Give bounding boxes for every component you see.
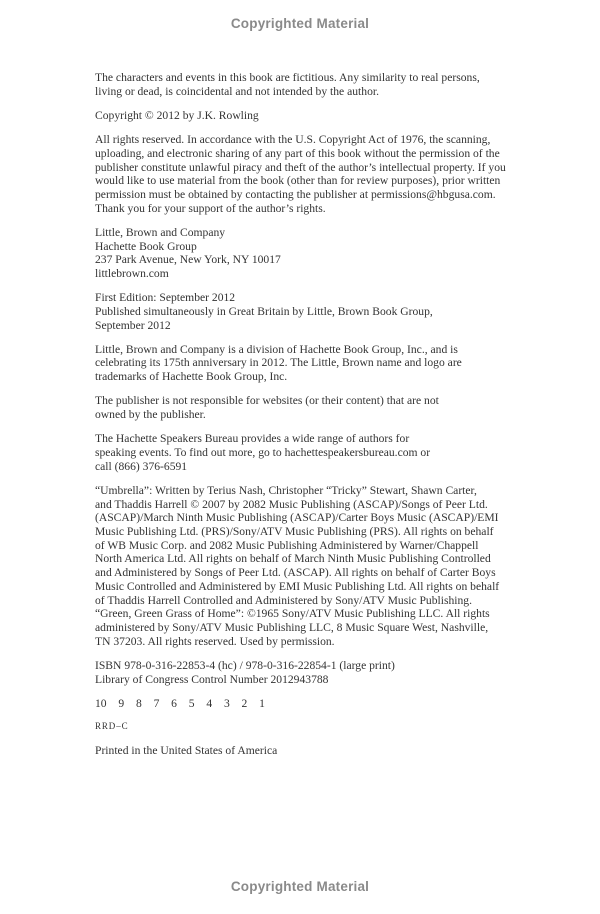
text-line: trademarks of Hachette Book Group, Inc. — [95, 370, 288, 384]
text-line: Library of Congress Control Number 2012943788 — [95, 672, 329, 686]
text-line: RRD–C — [95, 720, 129, 731]
print-run-numbers — [95, 697, 535, 711]
publisher-address — [95, 226, 535, 281]
edition-info — [95, 291, 535, 332]
speakers-bureau — [95, 432, 535, 473]
text-line: and Administered by Songs of Peer Ltd. (ASCAP). All rights on behalf of Carter Boys — [95, 566, 496, 580]
text-line: Little, Brown and Company — [95, 225, 226, 239]
text-line: living or dead, is coincidental and not intended by the author. — [95, 84, 379, 98]
copyright-text-block — [95, 71, 535, 768]
text-line: First Edition: September 2012 — [95, 291, 236, 305]
text-line: “Umbrella”: Written by Terius Nash, Christopher “Tricky” Stewart, Shawn Carter, — [95, 483, 477, 497]
text-line: Music Controlled and Administered by EMI Music Publishing Ltd. All rights on behalf — [95, 579, 500, 593]
text-line: littlebrown.com — [95, 266, 169, 280]
text-line: 10 9 8 7 6 5 4 3 2 1 — [95, 696, 265, 710]
text-line: Thank you for your support of the author’s rights. — [95, 201, 326, 215]
text-line: call (866) 376-6591 — [95, 459, 188, 473]
text-line: celebrating its 175th anniversary in 2012. The Little, Brown name and logo are — [95, 356, 462, 370]
text-line: administered by Sony/ATV Music Publishing LLC, 8 Music Square West, Nashville, — [95, 620, 489, 634]
rights-reserved — [95, 133, 535, 215]
text-line: ISBN 978-0-316-22853-4 (hc) / 978-0-316-22854-1 (large print) — [95, 658, 395, 672]
anniversary-note — [95, 343, 535, 384]
text-line: The publisher is not responsible for websites (or their content) that are not — [95, 394, 439, 408]
text-line: would like to use material from the book (other than for review purposes), prior written — [95, 174, 501, 188]
website-disclaimer — [95, 394, 535, 421]
printer-code — [95, 721, 535, 732]
text-line: Little, Brown and Company is a division of Hachette Book Group, Inc., and is — [95, 342, 458, 356]
printed-in — [95, 744, 535, 758]
text-line: uploading, and electronic sharing of any part of this book without the permission of the — [95, 146, 500, 160]
music-credits — [95, 484, 535, 648]
text-line: The Hachette Speakers Bureau provides a wide range of authors for — [95, 432, 410, 446]
text-line: The characters and events in this book are fictitious. Any similarity to real persons, — [95, 71, 480, 84]
text-line: of Thaddis Harrell Controlled and Administered by Sony/ATV Music Publishing. — [95, 593, 472, 607]
text-line: (ASCAP)/March Ninth Music Publishing (ASCAP)/Carter Boys Music (ASCAP)/EMI — [95, 511, 499, 525]
text-line: Copyright © 2012 by J.K. Rowling — [95, 108, 259, 122]
text-line: 237 Park Avenue, New York, NY 10017 — [95, 253, 281, 267]
text-line: owned by the publisher. — [95, 408, 206, 422]
copyright-notice — [95, 109, 535, 123]
text-line: “Green, Green Grass of Home”: ©1965 Sony/ATV Music Publishing LLC. All rights — [95, 607, 490, 621]
text-line: speaking events. To find out more, go to hachettespeakersbureau.com or — [95, 445, 431, 459]
text-line: and Thaddis Harrell © 2007 by 2082 Music Publishing (ASCAP)/Songs of Peer Ltd. — [95, 497, 488, 511]
text-line: publisher constitute unlawful piracy and theft of the author’s intellectual property. If you — [95, 160, 506, 174]
text-line: permission must be obtained by contacting the publisher at permissions@hbgusa.com. — [95, 187, 496, 201]
copyrighted-material-banner-top: Copyrighted Material — [230, 16, 370, 31]
fiction-disclaimer — [95, 71, 535, 98]
text-line: All rights reserved. In accordance with the U.S. Copyright Act of 1976, the scanning, — [95, 133, 491, 147]
text-line: TN 37203. All rights reserved. Used by permission. — [95, 634, 335, 648]
text-line: Printed in the United States of America — [95, 743, 278, 757]
text-line: North America Ltd. All rights on behalf of March Ninth Music Publishing Controlled — [95, 552, 491, 566]
text-line: Music Publishing Ltd. (PRS)/Sony/ATV Music Publishing (PRS). All rights on behalf — [95, 524, 494, 538]
text-line: September 2012 — [95, 318, 171, 332]
text-line: Published simultaneously in Great Britain by Little, Brown Book Group, — [95, 304, 433, 318]
copyrighted-material-banner-bottom: Copyrighted Material — [230, 879, 370, 894]
text-line: Hachette Book Group — [95, 239, 197, 253]
isbn-lccn — [95, 659, 535, 686]
text-line: of WB Music Corp. and 2082 Music Publishing Administered by Warner/Chappell — [95, 538, 479, 552]
